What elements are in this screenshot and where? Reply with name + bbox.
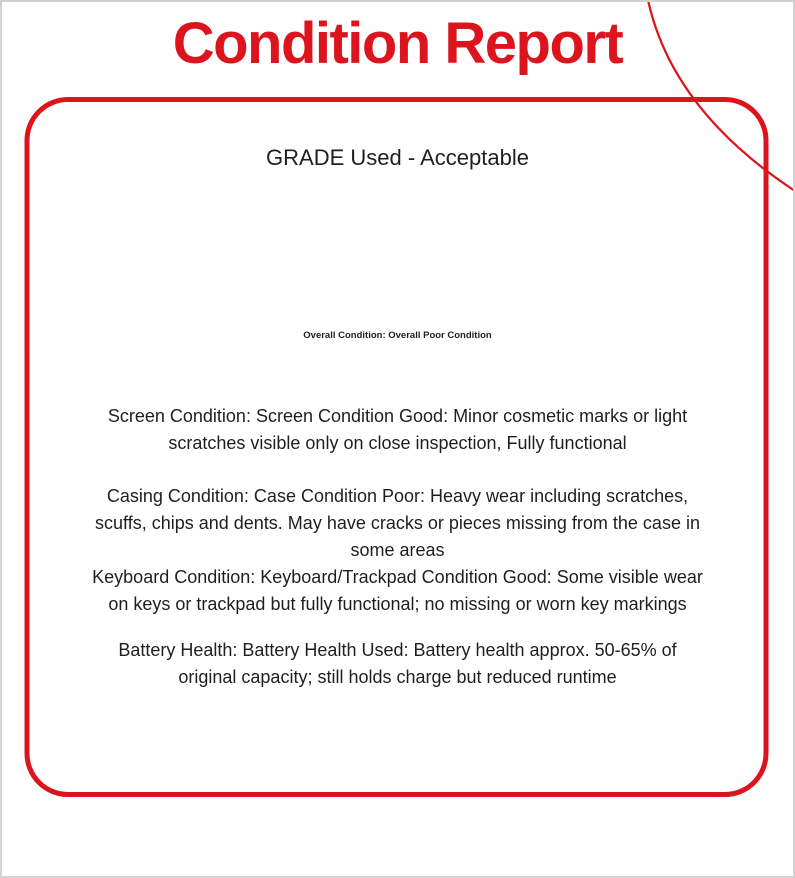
section-battery-health — [43, 637, 753, 691]
overall-condition-text: Overall Condition: Overall Poor Condition — [303, 330, 492, 341]
section-keyboard-condition — [43, 564, 753, 618]
section-line: scuffs, chips and dents. May have cracks or pieces missing from the case in — [95, 513, 700, 533]
section-line: Battery Health: Battery Health Used: Battery health approx. 50-65% of — [118, 640, 677, 660]
page-title: Condition Report — [172, 11, 623, 76]
section-line: original capacity; still holds charge but reduced runtime — [178, 667, 617, 687]
section-screen-condition — [43, 403, 753, 457]
condition-sections — [43, 403, 753, 691]
grade-heading: GRADE Used - Acceptable — [266, 145, 529, 170]
section-line: Keyboard Condition: Keyboard/Trackpad Condition Good: Some visible wear — [92, 567, 703, 587]
section-casing-condition — [43, 483, 753, 564]
section-line: scratches visible only on close inspection, Fully functional — [168, 433, 627, 453]
section-line: some areas — [350, 540, 445, 560]
section-line: Casing Condition: Case Condition Poor: Heavy wear including scratches, — [106, 486, 689, 506]
section-line: on keys or trackpad but fully functional; no missing or worn key markings — [108, 594, 687, 614]
section-line: Screen Condition: Screen Condition Good: Minor cosmetic marks or light — [107, 406, 688, 426]
